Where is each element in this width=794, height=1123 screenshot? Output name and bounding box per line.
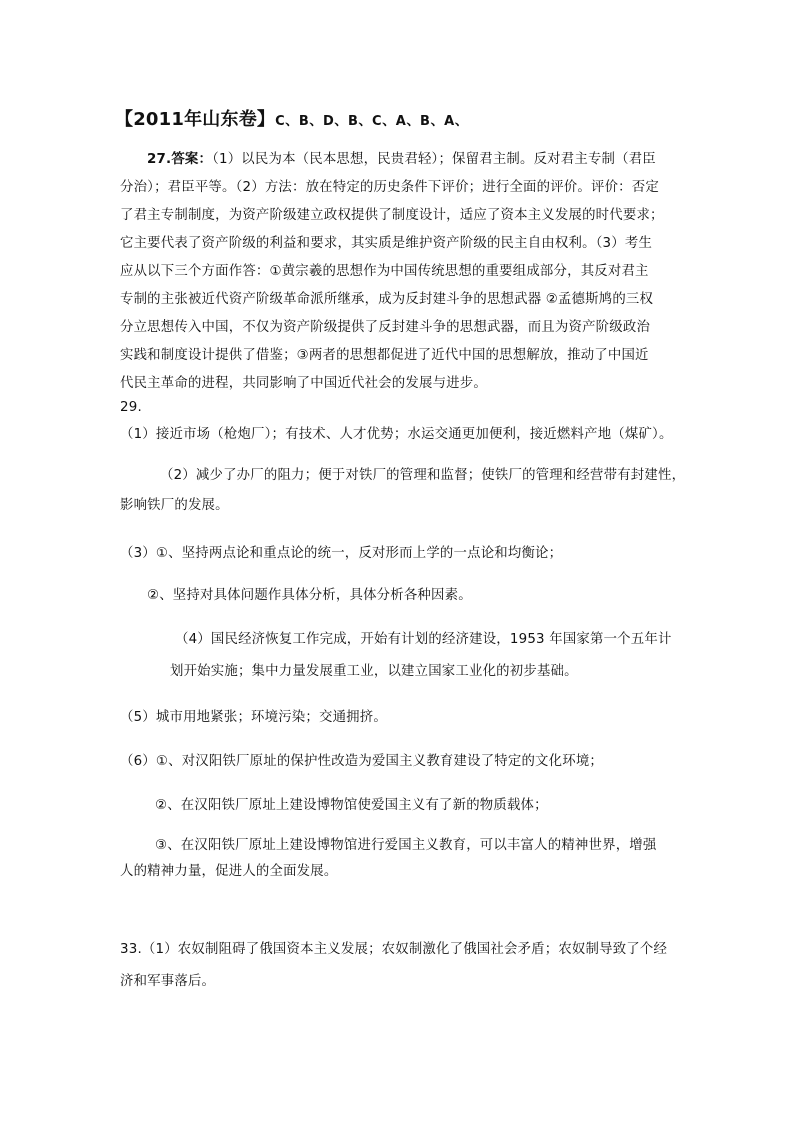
q29-part6-line1: （6）①、对汉阳铁厂原址的保护性改造为爱国主义教育建设了特定的文化环境； [120,754,604,769]
q29-part6-line3: ③、在汉阳铁厂原址上建设博物馆进行爱国主义教育，可以丰富人的精神世界，增强 [155,838,657,853]
q29-part3-line1: （3）①、坚持两点论和重点论的统一，反对形而上学的一点论和均衡论； [120,546,563,561]
section-title [115,108,468,134]
q27-line-9: 代民主革命的进程，共同影响了中国近代社会的发展与进步。 [120,376,487,391]
q33-line-2: 济和军事落后。 [120,974,216,989]
exam-title: 【2011年山东卷】 [115,109,276,130]
q27-line-8: 实践和制度设计提供了借鉴；③两者的思想都促进了近代中国的思想解放，推动了中国近 [120,348,649,363]
q29-part5: （5）城市用地紧张；环境污染；交通拥挤。 [120,710,387,725]
q27-line-3: 了君主专制制度，为资产阶级建立政权提供了制度设计，适应了资本主义发展的时代要求； [120,208,664,223]
q27-line-2: 分治）；君臣平等。（2）方法：放在特定的历史条件下评价；进行全面的评价。评价：否定 [120,180,659,195]
q27-line-1: 27.答案：（1）以民为本（民本思想，民贵君轻）；保留君主制。反对君主专制（君臣 [147,152,656,167]
q29-part4-line2: 划开始实施；集中力量发展重工业，以建立国家工业化的初步基础。 [170,664,578,679]
q27-line-5: 应从以下三个方面作答：①黄宗羲的思想作为中国传统思想的重要组成部分，其反对君主 [120,264,649,279]
q29-number: 29. [120,400,142,415]
q29-part2-line2: 影响铁厂的发展。 [120,498,229,513]
q27-line-7: 分立思想传入中国，不仅为资产阶级提供了反封建斗争的思想武器，而且为资产阶级政治 [120,320,651,335]
q27-label: 27.答案： [147,152,213,167]
q27-line-4: 它主要代表了资产阶级的利益和要求，其实质是维护资产阶级的民主自由权利。（3）考生 [120,236,653,251]
q29-part6-line2: ②、在汉阳铁厂原址上建设博物馆使爱国主义有了新的物质载体； [155,798,548,813]
q29-part1: （1）接近市场（枪炮厂）；有技术、人才优势；水运交通更加便利，接近燃料产地（煤矿）。 [120,427,673,442]
q29-part4-line1: （4）国民经济恢复工作完成，开始有计划的经济建设，1953 年国家第一个五年计 [175,632,672,647]
q29-part2-line1: （2）减少了办厂的阻力；便于对铁厂的管理和监督；使铁厂的管理和经营带有封建性， [160,468,686,483]
q29-part3-line2: ②、坚持对具体问题作具体分析，具体分析各种因素。 [147,588,472,603]
q27-line-6: 专制的主张被近代资产阶级革命派所继承，成为反封建斗争的思想武器 ②孟德斯鸠的三权 [120,292,654,307]
choice-answers: C、B、D、B、C、A、B、A、 [275,114,469,129]
q33-line-1: 33.（1）农奴制阻碍了俄国资本主义发展；农奴制激化了俄国社会矛盾；农奴制导致了个经 [120,942,668,957]
q29-part6-line4: 人的精神力量，促进人的全面发展。 [120,864,338,879]
